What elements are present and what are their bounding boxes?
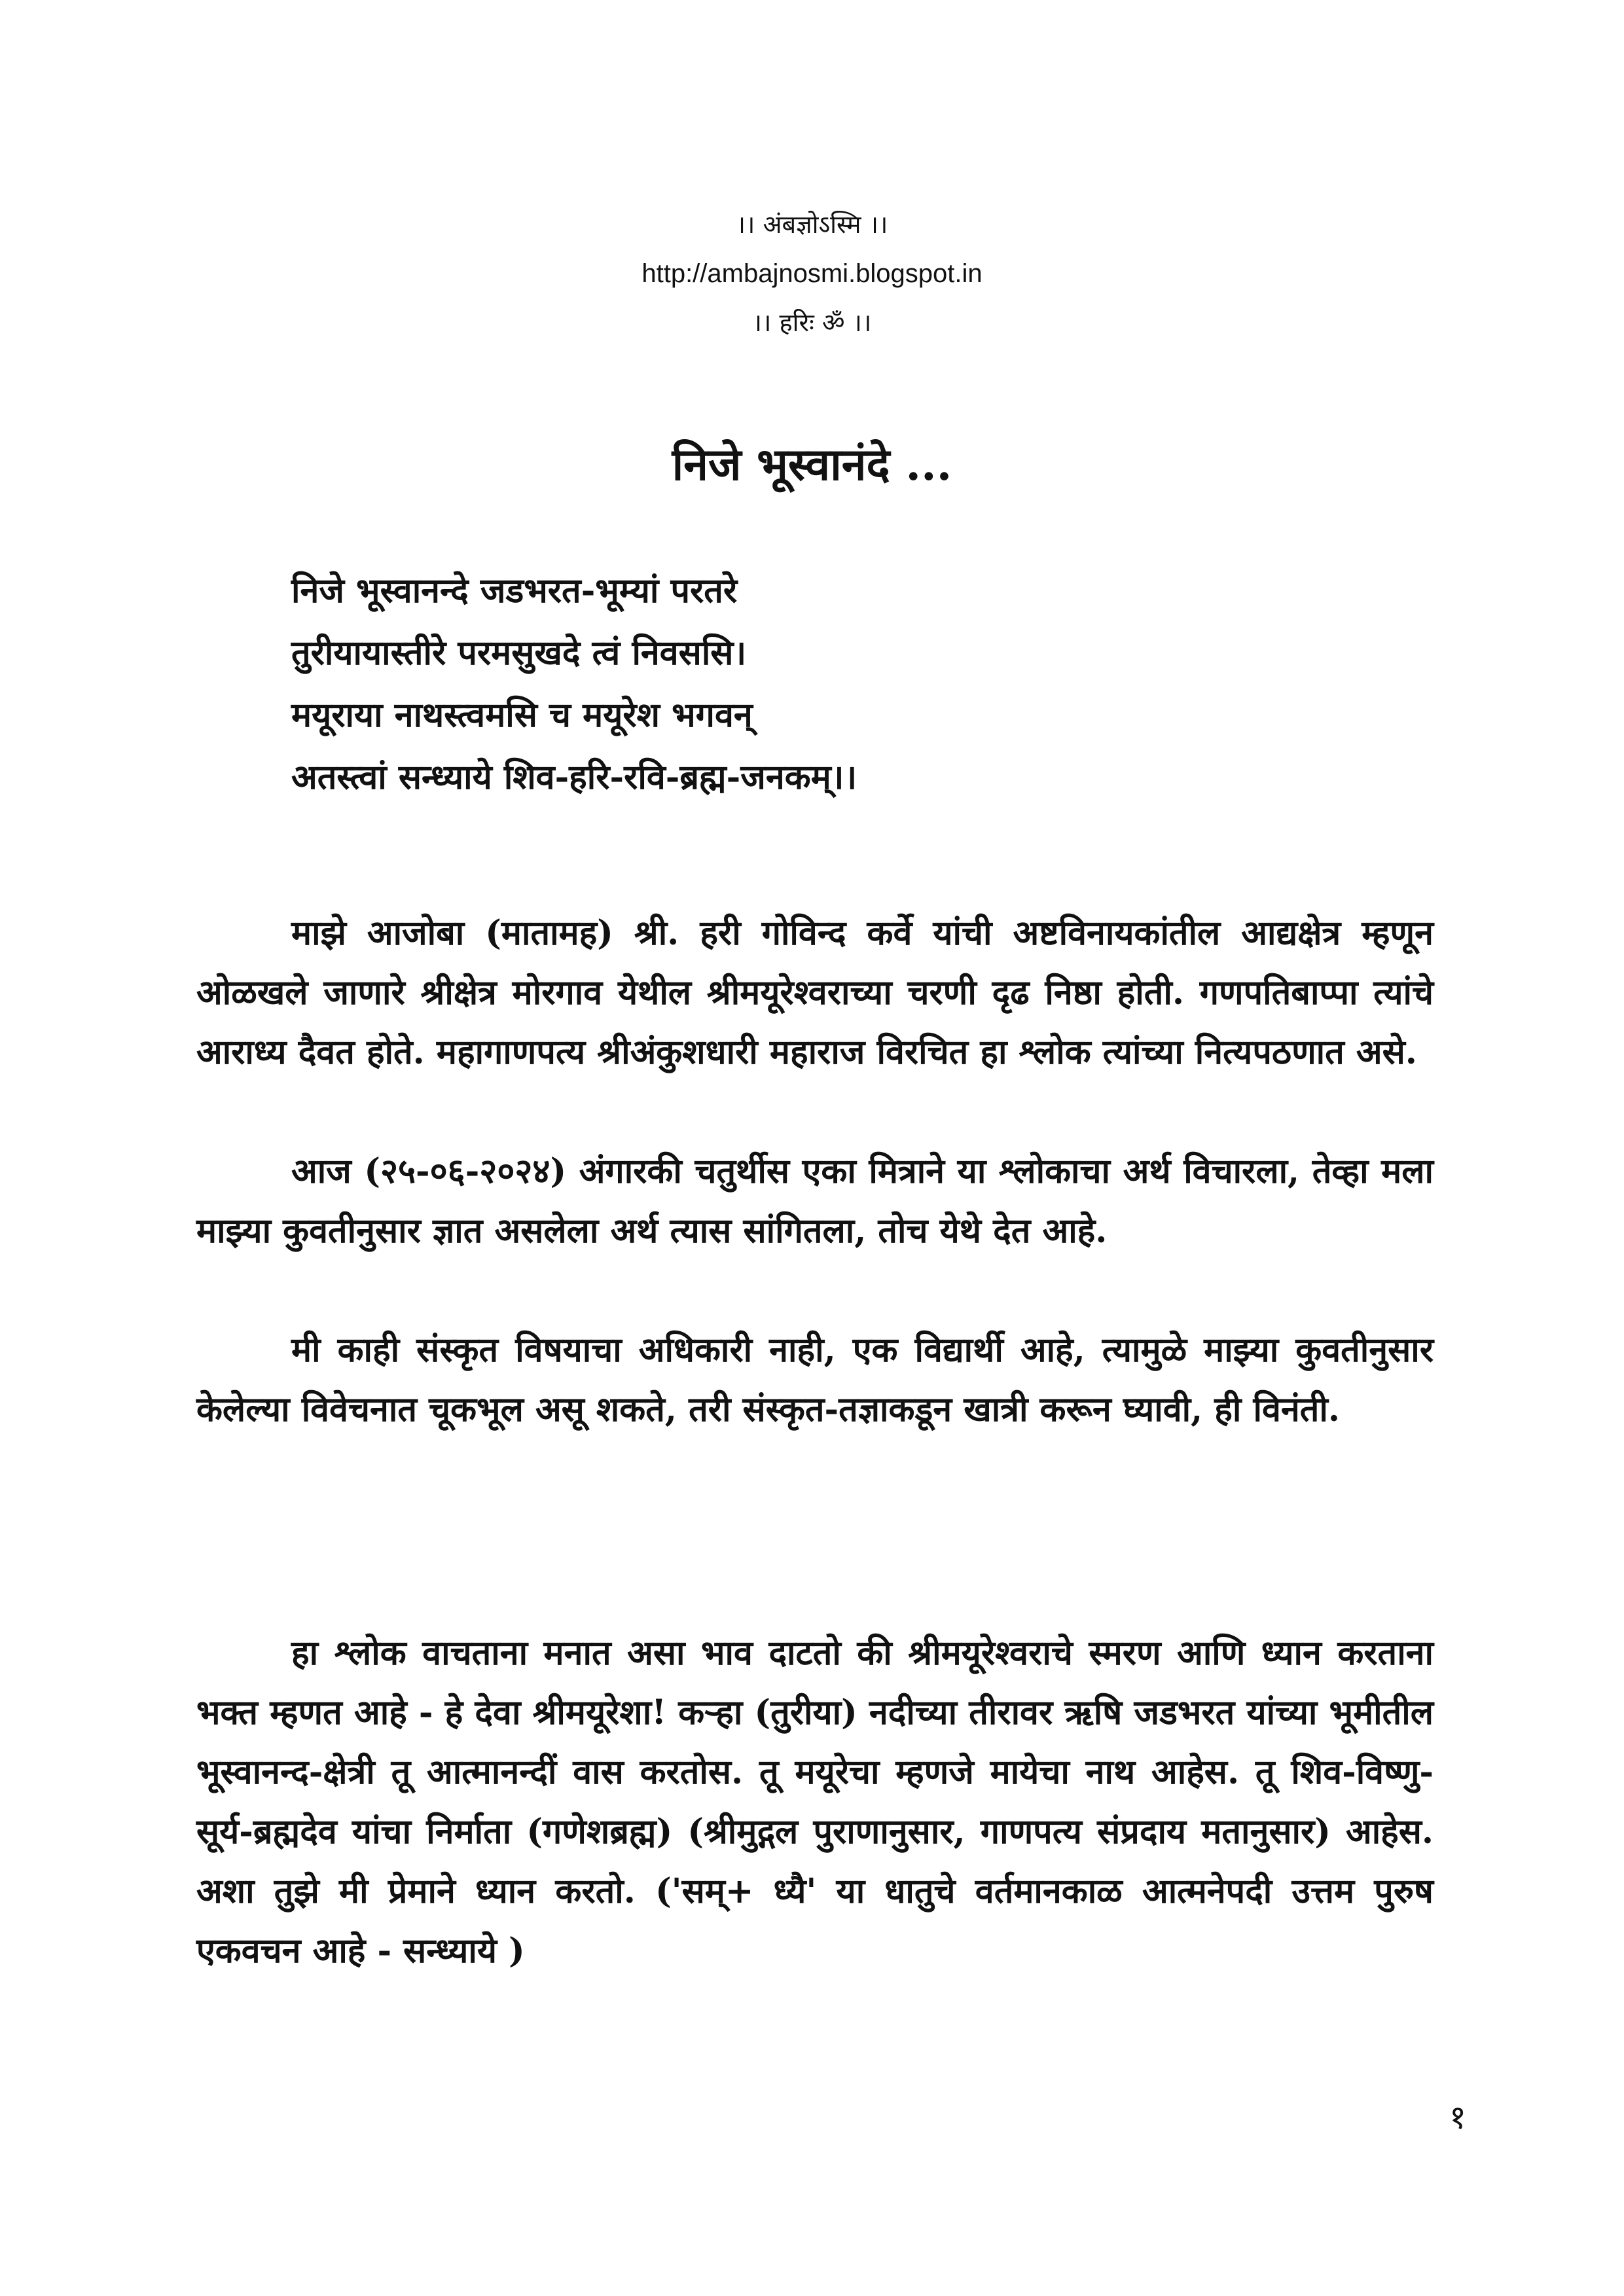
header-salutation: ।। हरिः ॐ ।। <box>752 308 872 337</box>
verse-line: निजे भूस्वानन्दे जडभरत-भूम्यां परतरे <box>291 571 738 611</box>
verse-line: मयूराया नाथस्त्वमसि च मयूरेश भगवन् <box>291 695 753 735</box>
header-invocation: ।। अंबज्ञोऽस्मि ।। <box>736 210 888 239</box>
body-paragraph: आज (२५-०६-२०२४) अंगारकी चतुर्थीस एका मित्राने या श्लोकाचा अर्थ विचारला, तेव्हा मला माझ्या कुवतीनुसार ज्ञात असलेला अर्थ त्यास सांगितला, तोच येथे देत आहे. <box>196 1151 1434 1251</box>
body-paragraph: माझे आजोबा (मातामह) श्री. हरी गोविन्द कर्वे यांची अष्टविनायकांतील आद्यक्षेत्र म्हणून ओळखले जाणारे श्रीक्षेत्र मोरगाव येथील श्रीमयूरेश्वराच्या चरणी दृढ निष्ठा होती. गणपतिबाप्पा त्यांचे आराध्य दैवत होते. महागाणपत्य श्रीअंकुशधारी महाराज विरचित हा श्लोक त्यांच्या नित्यपठणात असे. <box>196 913 1434 1072</box>
header-url: http://ambajnosmi.blogspot.in <box>641 259 983 288</box>
verse-line: तुरीयायास्तीरे परमसुखदे त्वं निवससि। <box>291 633 747 673</box>
shloka-verse <box>291 560 1470 808</box>
page-title: निजे भूस्वानंदे ... <box>672 439 952 491</box>
body-paragraph: मी काही संस्कृत विषयाचा अधिकारी नाही, एक विद्यार्थी आहे, त्यामुळे माझ्या कुवतीनुसार केलेल्या विवेचनात चूकभूल असू शकते, तरी संस्कृत-तज्ञाकडून खात्री करून घ्यावी, ही विनंती. <box>196 1330 1434 1429</box>
body-paragraph: हा श्लोक वाचताना मनात असा भाव दाटतो की श्रीमयूरेश्वराचे स्मरण आणि ध्यान करताना भक्त म्हणत आहे - हे देवा श्रीमयूरेशा! कऱ्हा (तुरीया) नदीच्या तीरावर ऋषि जडभरत यांच्या भूमीतील भूस्वानन्द-क्षेत्री तू आत्मानन्दीं वास करतोस. तू मयूरेचा म्हणजे मायेचा नाथ आहेस. तू शिव-विष्णु-सूर्य-ब्रह्मदेव यांचा निर्माता (गणेशब्रह्म) (श्रीमुद्गल पुराणानुसार, गाणपत्य संप्रदाय मतानुसार) आहेस. अशा तुझे मी प्रेमाने ध्यान करतो. ('सम्+ ध्यै' या धातुचे वर्तमानकाळ आत्मनेपदी उत्तम पुरुष एकवचन आहे - सन्ध्याये ) <box>196 1633 1434 1971</box>
verse-line: अतस्त्वां सन्ध्याये शिव-हरि-रवि-ब्रह्म-जनकम्।। <box>291 757 857 797</box>
page-number: १ <box>1449 2098 1466 2136</box>
